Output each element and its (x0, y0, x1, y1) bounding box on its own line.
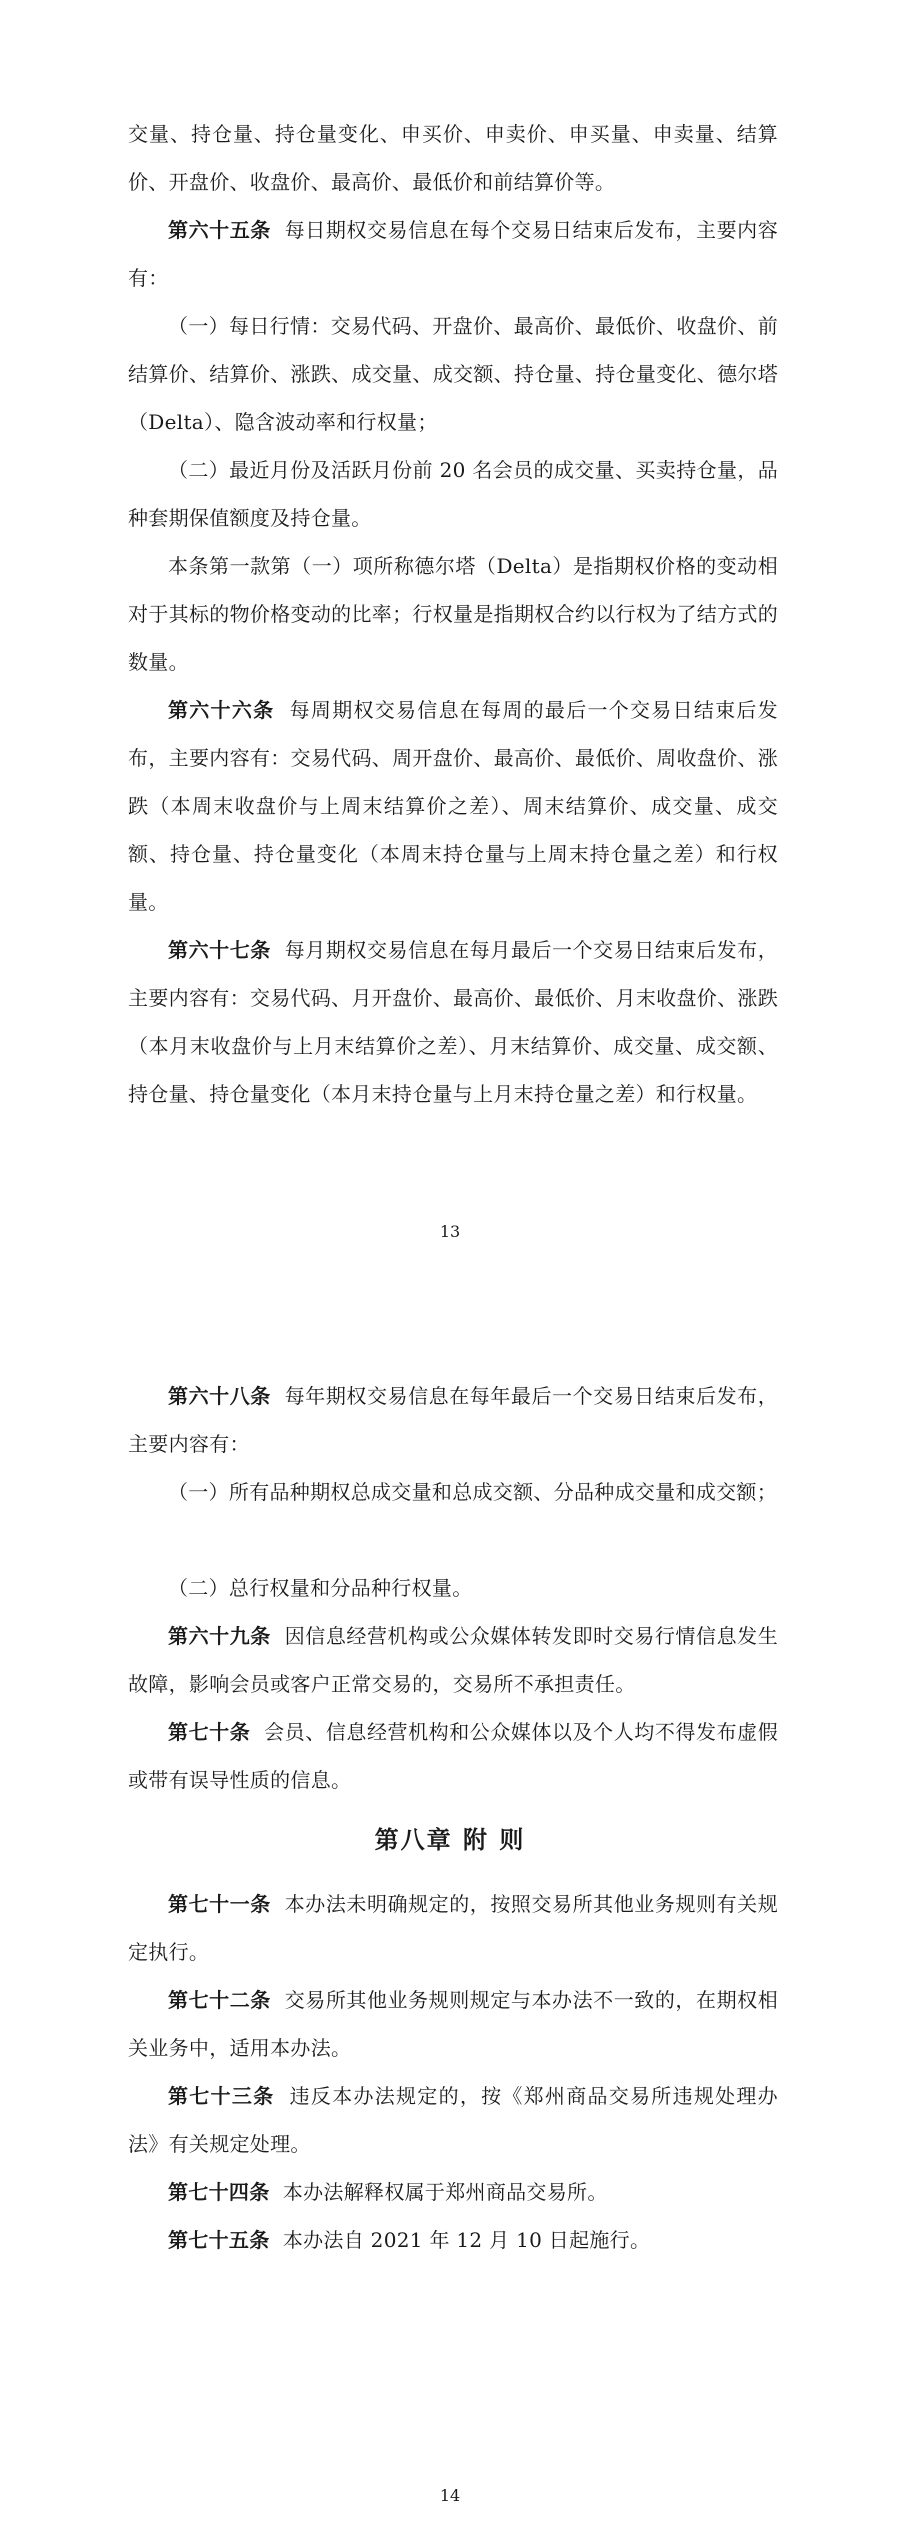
article-label: 第六十九条 (168, 1624, 271, 1648)
article-73 (128, 2072, 778, 2168)
article-65-item-1: （一）每日行情：交易代码、开盘价、最高价、最低价、收盘价、前结算价、结算价、涨跌、成交量、成交额、持仓量、持仓量变化、德尔塔（Delta）、隐含波动率和行权量； (128, 314, 778, 434)
article-text: 每周期权交易信息在每周的最后一个交易日结束后发布，主要内容有：交易代码、周开盘价、最高价、最低价、周收盘价、涨跌（本周末收盘价与上周末结算价之差）、周末结算价、成交量、成交额、持仓量、持仓量变化（本周末持仓量与上周末持仓量之差）和行权量。 (128, 698, 778, 914)
article-67 (128, 926, 778, 1118)
article-65 (128, 206, 778, 302)
article-label: 第六十八条 (168, 1384, 271, 1408)
chapter-heading: 第八章 附 则 (374, 1825, 526, 1854)
article-label: 第七十三条 (168, 2084, 275, 2108)
article-68 (128, 1372, 778, 1468)
article-74 (128, 2168, 778, 2216)
article-68-item-2: （二）总行权量和分品种行权量。 (168, 1576, 473, 1600)
article-text: 交易所其他业务规则规定与本办法不一致的，在期权相关业务中，适用本办法。 (128, 1988, 778, 2060)
article-text: 每年期权交易信息在每年最后一个交易日结束后发布，主要内容有： (128, 1384, 778, 1456)
article-text: 违反本办法规定的，按《郑州商品交易所违规处理办法》有关规定处理。 (128, 2084, 778, 2156)
page-14 (0, 1272, 900, 2544)
article-label: 第七十四条 (168, 2180, 270, 2204)
article-72 (128, 1976, 778, 2072)
page-number: 14 (439, 2486, 461, 2505)
article-text: 会员、信息经营机构和公众媒体以及个人均不得发布虚假或带有误导性质的信息。 (128, 1720, 778, 1792)
article-text: 本办法自 2021 年 12 月 10 日起施行。 (282, 2228, 651, 2252)
article-70 (128, 1708, 778, 1804)
article-69 (128, 1612, 778, 1708)
article-text: 每月期权交易信息在每月最后一个交易日结束后发布，主要内容有：交易代码、月开盘价、最高价、最低价、月末收盘价、涨跌（本月末收盘价与上月末结算价之差）、月末结算价、成交量、成交额、持仓量、持仓量变化（本月末持仓量与上月末持仓量之差）和行权量。 (128, 938, 778, 1106)
article-label: 第六十七条 (168, 938, 271, 962)
article-68-item-1: （一）所有品种期权总成交量和总成交额、分品种成交量和成交额； (168, 1480, 777, 1504)
article-text: 本办法解释权属于郑州商品交易所。 (282, 2180, 608, 2204)
article-label: 第六十五条 (168, 218, 271, 242)
article-71 (128, 1880, 778, 1976)
page-number: 13 (439, 1222, 461, 1241)
article-75 (128, 2216, 778, 2264)
continued-paragraph: 交量、持仓量、持仓量变化、申买价、申卖价、申买量、申卖量、结算价、开盘价、收盘价、最高价、最低价和前结算价等。 (128, 122, 778, 194)
article-65-note: 本条第一款第（一）项所称德尔塔（Delta）是指期权价格的变动相对于其标的物价格变动的比率；行权量是指期权合约以行权为了结方式的数量。 (128, 554, 778, 674)
article-label: 第七十二条 (168, 1988, 271, 2012)
article-65-item-2: （二）最近月份及活跃月份前 20 名会员的成交量、买卖持仓量，品种套期保值额度及持仓量。 (128, 458, 778, 530)
article-text: 本办法未明确规定的，按照交易所其他业务规则有关规定执行。 (128, 1892, 778, 1964)
article-label: 第七十条 (168, 1720, 251, 1744)
article-label: 第七十一条 (168, 1892, 271, 1916)
article-label: 第七十五条 (168, 2228, 270, 2252)
article-66 (128, 686, 778, 926)
article-text: 每日期权交易信息在每个交易日结束后发布，主要内容有： (128, 218, 778, 290)
article-label: 第六十六条 (168, 698, 275, 722)
article-text: 因信息经营机构或公众媒体转发即时交易行情信息发生故障，影响会员或客户正常交易的，交易所不承担责任。 (128, 1624, 778, 1696)
